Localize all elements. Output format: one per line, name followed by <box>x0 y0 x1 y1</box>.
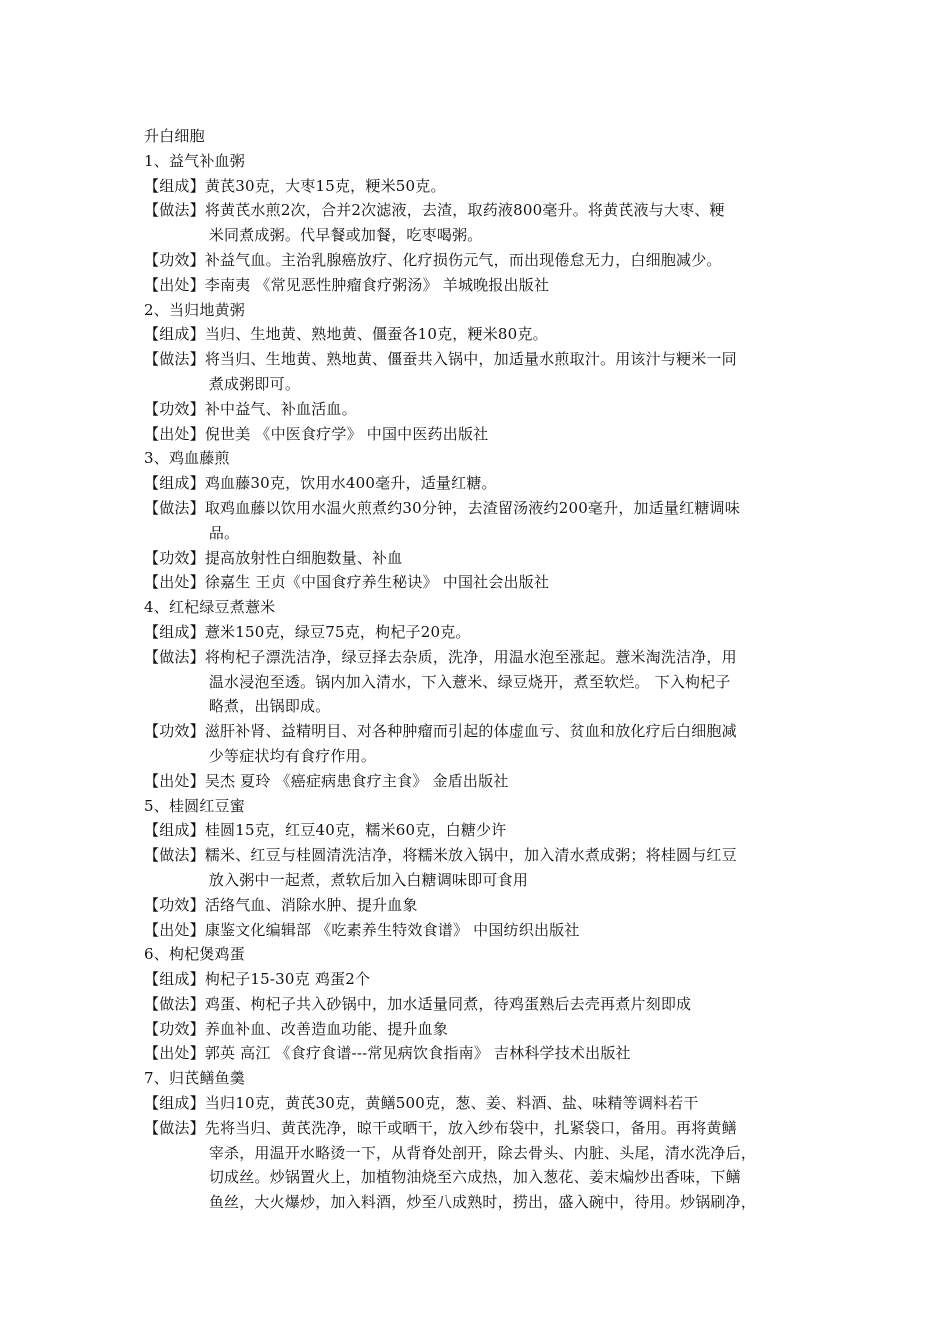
entry-line: 枸杞子15-30克 鸡蛋2个 <box>204 970 371 989</box>
entry-label: 【组成】 <box>144 474 205 493</box>
entry-label: 【组成】 <box>144 970 205 989</box>
entry-line: 徐嘉生 王贞《中国食疗养生秘诀》 中国社会出版社 <box>204 573 550 592</box>
recipe-entry <box>144 570 816 595</box>
recipe-entry <box>144 422 816 447</box>
entry-label: 【功效】 <box>144 399 205 418</box>
recipe-entry <box>144 843 816 893</box>
recipe-entry <box>144 769 816 794</box>
entry-label: 【组成】 <box>144 622 205 641</box>
entry-text <box>205 198 816 248</box>
entry-line: 补中益气、补血活血。 <box>204 399 357 418</box>
entry-label: 【出处】 <box>144 920 205 939</box>
entry-label: 【做法】 <box>144 994 205 1013</box>
recipe-title: 2、当归地黄粥 <box>144 300 245 319</box>
entry-line: 当归、生地黄、熟地黄、僵蚕各10克，粳米80克。 <box>204 325 548 344</box>
entry-line: 桂圆15克，红豆40克，糯米60克，白糖少许 <box>204 821 507 840</box>
entry-line: 活络气血、消除水肿、提升血象 <box>204 895 418 914</box>
recipe-entry <box>144 992 816 1017</box>
entry-text <box>205 1041 816 1066</box>
recipe-entry <box>144 397 816 422</box>
entry-line: 郭英 高江 《食疗食谱---常见病饮食指南》 吉林科学技术出版社 <box>204 1044 631 1063</box>
recipe-title: 5、桂圆红豆蜜 <box>144 796 245 815</box>
entry-text <box>205 570 816 595</box>
entry-text <box>205 471 816 496</box>
recipe-entry <box>144 273 816 298</box>
entry-label: 【出处】 <box>144 424 205 443</box>
entry-label: 【功效】 <box>144 895 205 914</box>
entry-label: 【做法】 <box>144 647 205 666</box>
recipe-block <box>144 942 816 1066</box>
entry-line: 宰杀，用温开水略烫一下，从背脊处剖开，除去骨头、内脏、头尾，清水洗净后， <box>208 1143 757 1162</box>
entry-text <box>205 347 816 397</box>
entry-line: 温水浸泡至透。锅内加入清水，下入薏米、绿豆烧开，煮至软烂。 下入枸杞子 <box>208 672 731 691</box>
section-title: 升白细胞 <box>144 127 205 145</box>
entry-line: 放入粥中一起煮，煮软后加入白糖调味即可食用 <box>208 870 529 889</box>
entry-line: 米同煮成粥。代早餐或加餐，吃枣喝粥。 <box>208 226 483 245</box>
recipe-entry <box>144 198 816 248</box>
entry-text <box>205 769 816 794</box>
recipe-block <box>144 298 816 447</box>
entry-line: 将枸杞子漂洗洁净，绿豆择去杂质，洗净，用温水泡至涨起。薏米淘洗洁净，用 <box>204 647 737 666</box>
recipe-entry <box>144 471 816 496</box>
recipe-title: 3、鸡血藤煎 <box>144 449 230 468</box>
entry-text <box>205 496 816 546</box>
recipe-title: 6、枸杞煲鸡蛋 <box>144 945 245 964</box>
entry-line: 吴杰 夏玲 《癌症病患食疗主食》 金盾出版社 <box>204 771 509 790</box>
recipe-entry <box>144 893 816 918</box>
entry-text <box>205 174 816 199</box>
entry-line: 滋肝补肾、益精明目、对各种肿瘤而引起的体虚血亏、贫血和放化疗后白细胞减 <box>204 722 737 741</box>
recipe-entry <box>144 496 816 546</box>
entry-line: 鱼丝，大火爆炒，加入料酒，炒至八成熟时，捞出，盛入碗中，待用。炒锅刷净， <box>208 1193 757 1212</box>
recipe-block <box>144 595 816 793</box>
entry-line: 煮成粥即可。 <box>208 374 301 393</box>
recipe-block <box>144 794 816 943</box>
entry-text <box>205 1017 816 1042</box>
entry-line: 取鸡血藤以饮用水温火煎煮约30分钟，去渣留汤液约200毫升，加适量红糖调味 <box>204 498 740 517</box>
entry-line: 糯米、红豆与桂圆清洗洁净，将糯米放入锅中，加入清水煮成粥；将桂圆与红豆 <box>204 846 737 865</box>
recipe-entry <box>144 1017 816 1042</box>
entry-label: 【功效】 <box>144 250 205 269</box>
entry-line: 李南夷 《常见恶性肿瘤食疗粥汤》 羊城晚报出版社 <box>204 275 550 294</box>
entry-line: 鸡蛋、枸杞子共入砂锅中，加水适量同煮，待鸡蛋熟后去壳再煮片刻即成 <box>204 994 692 1013</box>
entry-text <box>205 620 816 645</box>
entry-text <box>205 273 816 298</box>
recipe-entry <box>144 1091 816 1116</box>
entry-line: 将当归、生地黄、熟地黄、僵蚕共入锅中，加适量水煎取汁。用该汁与粳米一同 <box>204 350 737 369</box>
entry-line: 康鉴文化编辑部 《吃素养生特效食谱》 中国纺织出版社 <box>204 920 580 939</box>
entry-label: 【组成】 <box>144 176 205 195</box>
recipe-entry <box>144 347 816 397</box>
entry-text <box>205 818 816 843</box>
entry-line: 当归10克，黄芪30克，黄鳝500克，葱、姜、料酒、盐、味精等调料若干 <box>204 1094 699 1113</box>
entry-text <box>205 422 816 447</box>
entry-label: 【出处】 <box>144 275 205 294</box>
entry-label: 【做法】 <box>144 498 205 517</box>
recipe-title: 1、益气补血粥 <box>144 151 245 170</box>
entry-label: 【功效】 <box>144 722 205 741</box>
entry-line: 略煮，出锅即成。 <box>208 697 331 716</box>
entry-text <box>205 992 816 1017</box>
recipe-entry <box>144 620 816 645</box>
recipe-block <box>144 446 816 595</box>
entry-line: 提高放射性白细胞数量、补血 <box>204 548 403 567</box>
entry-text <box>205 248 816 273</box>
recipe-entry <box>144 546 816 571</box>
entry-label: 【出处】 <box>144 771 205 790</box>
entry-line: 黄芪30克，大枣15克，粳米50克。 <box>204 176 446 195</box>
entry-text <box>205 1091 816 1116</box>
recipe-entry <box>144 1041 816 1066</box>
entry-line: 品。 <box>208 523 240 542</box>
entry-label: 【做法】 <box>144 201 205 220</box>
entry-label: 【组成】 <box>144 325 205 344</box>
recipe-block <box>144 149 816 298</box>
entry-text <box>205 967 816 992</box>
document-content <box>144 124 816 1215</box>
entry-text <box>205 1116 816 1215</box>
entry-label: 【做法】 <box>144 846 205 865</box>
recipe-entry <box>144 1116 816 1215</box>
entry-line: 切成丝。炒锅置火上，加植物油烧至六成热，加入葱花、姜末煸炒出香味，下鳝 <box>208 1168 741 1187</box>
entry-label: 【组成】 <box>144 821 205 840</box>
entry-text <box>205 893 816 918</box>
recipe-entry <box>144 174 816 199</box>
entry-text <box>205 645 816 719</box>
entry-line: 薏米150克，绿豆75克，枸杞子20克。 <box>204 622 471 641</box>
recipe-entry <box>144 322 816 347</box>
entry-label: 【功效】 <box>144 1019 205 1038</box>
recipe-title: 4、红杞绿豆煮薏米 <box>144 598 276 617</box>
entry-text <box>205 546 816 571</box>
recipe-list <box>144 149 816 1215</box>
recipe-block <box>144 1066 816 1215</box>
recipe-entry <box>144 918 816 943</box>
entry-label: 【做法】 <box>144 350 205 369</box>
entry-line: 倪世美 《中医食疗学》 中国中医药出版社 <box>204 424 489 443</box>
entry-label: 【出处】 <box>144 1044 205 1063</box>
entry-label: 【组成】 <box>144 1094 205 1113</box>
recipe-title: 7、归芪鳝鱼羹 <box>144 1069 245 1088</box>
entry-text <box>205 843 816 893</box>
entry-text <box>205 397 816 422</box>
entry-line: 养血补血、改善造血功能、提升血象 <box>204 1019 449 1038</box>
recipe-entry <box>144 645 816 719</box>
entry-text <box>205 918 816 943</box>
entry-line: 将黄芪水煎2次，合并2次滤液，去渣，取药液800毫升。将黄芪液与大枣、粳 <box>204 201 725 220</box>
recipe-entry <box>144 248 816 273</box>
entry-label: 【做法】 <box>144 1118 205 1137</box>
entry-line: 先将当归、黄芪洗净，晾干或晒干，放入纱布袋中，扎紧袋口，备用。再将黄鳝 <box>204 1118 737 1137</box>
recipe-entry <box>144 967 816 992</box>
entry-line: 少等症状均有食疗作用。 <box>208 746 377 765</box>
entry-text <box>205 719 816 769</box>
recipe-entry <box>144 818 816 843</box>
entry-line: 鸡血藤30克，饮用水400毫升，适量红糖。 <box>204 474 497 493</box>
recipe-entry <box>144 719 816 769</box>
entry-line: 补益气血。主治乳腺癌放疗、化疗损伤元气，而出现倦怠无力，白细胞减少。 <box>204 250 722 269</box>
entry-label: 【功效】 <box>144 548 205 567</box>
entry-label: 【出处】 <box>144 573 205 592</box>
entry-text <box>205 322 816 347</box>
